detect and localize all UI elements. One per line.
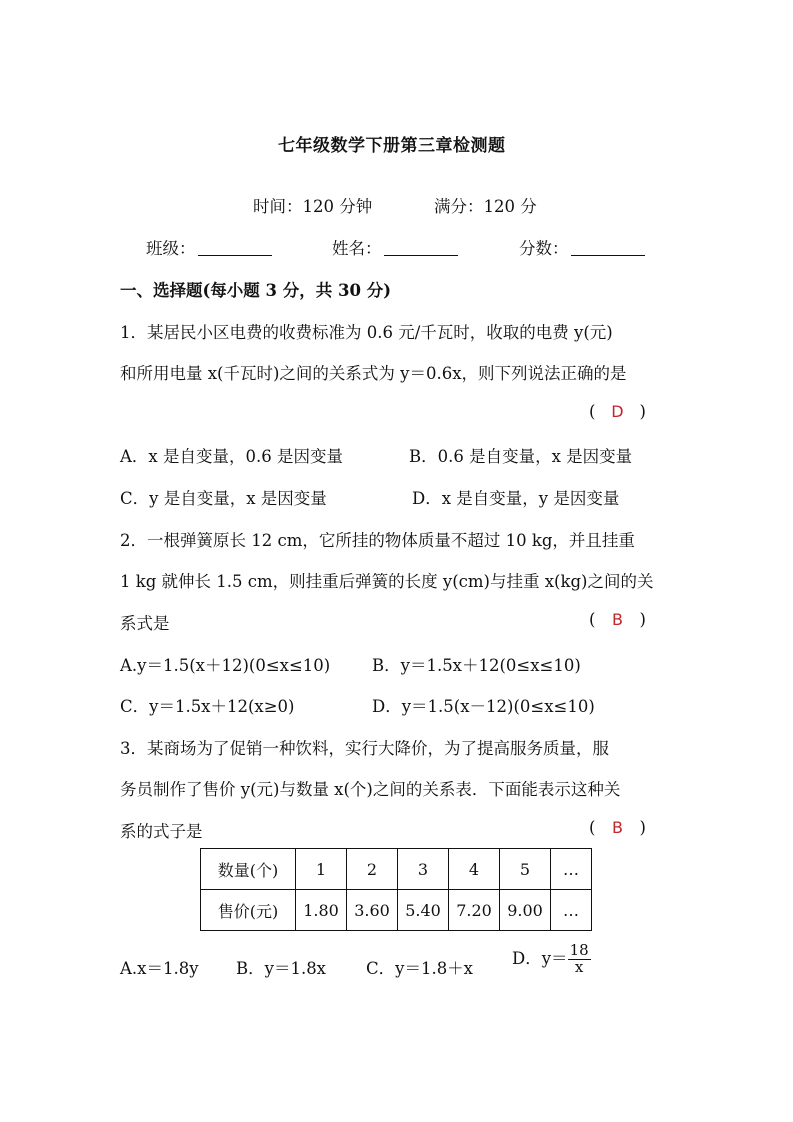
- q2-line2: 1 kg 就伸长 1.5 cm，则挂重后弹簧的长度 y(cm)与挂重 x(kg)之间的关: [120, 572, 654, 591]
- q1-option-b: B．0.6 是自变量，x 是因变量: [409, 447, 633, 466]
- q1-line2: 和所用电量 x(千瓦时)之间的关系式为 y＝0.6x，则下列说法正确的是: [120, 364, 627, 383]
- q2-line1: 2．一根弹簧原长 12 cm，它所挂的物体质量不超过 10 kg，并且挂重: [120, 531, 635, 550]
- table-row: [201, 890, 592, 931]
- section-heading: 一、选择题(每小题 3 分，共 30 分): [120, 281, 392, 300]
- table-cell: …: [551, 849, 592, 890]
- q3-option-d-prefix: D．y＝: [512, 948, 568, 968]
- q3-option-d: [512, 943, 591, 976]
- q3-option-a: A.x＝1.8y: [120, 959, 199, 978]
- q1-option-a: A．x 是自变量，0.6 是因变量: [120, 447, 343, 466]
- table-cell: 5.40: [398, 890, 449, 931]
- q3-option-b: B．y＝1.8x: [236, 959, 326, 978]
- name-field: [332, 235, 458, 259]
- q2-option-a: A.y＝1.5(x＋12)(0≤x≤10): [120, 656, 331, 675]
- q1-answer-bracket: ( D ): [589, 402, 646, 421]
- fraction-denominator: x: [574, 957, 584, 976]
- q3-answer: B: [611, 818, 623, 837]
- table-cell: 7.20: [449, 890, 500, 931]
- q1-option-d: D．x 是自变量，y 是因变量: [412, 489, 620, 508]
- q1-option-c: C．y 是自变量，x 是因变量: [120, 489, 327, 508]
- score-blank[interactable]: [571, 241, 645, 256]
- q2-answer: B: [611, 610, 623, 629]
- table-cell: 1.80: [296, 890, 347, 931]
- q2-option-b: B．y＝1.5x＋12(0≤x≤10): [372, 656, 581, 675]
- table-cell: 5: [500, 849, 551, 890]
- page-title: 七年级数学下册第三章检测题: [278, 136, 506, 156]
- q2-answer-bracket: ( B ): [589, 610, 646, 629]
- fraction-numerator: 18: [569, 941, 589, 959]
- fraction: [568, 943, 591, 976]
- table-cell: 数量(个): [201, 849, 296, 890]
- table-cell: …: [551, 890, 592, 931]
- q2-option-d: D．y＝1.5(x－12)(0≤x≤10): [372, 697, 595, 716]
- table-cell: 1: [296, 849, 347, 890]
- q3-answer-bracket: ( B ): [589, 818, 646, 837]
- price-table: [200, 848, 592, 931]
- name-label: 姓名：: [332, 239, 382, 258]
- q3-line3: 系的式子是: [120, 822, 203, 841]
- q3-line1: 3．某商场为了促销一种饮料，实行大降价，为了提高服务质量，服: [120, 739, 609, 758]
- table-cell: 2: [347, 849, 398, 890]
- table-cell: 3: [398, 849, 449, 890]
- q3-option-c: C．y＝1.8＋x: [366, 959, 473, 978]
- q3-line2: 务员制作了售价 y(元)与数量 x(个)之间的关系表．下面能表示这种关: [120, 780, 621, 799]
- score-field: [519, 235, 645, 259]
- table-row: [201, 849, 592, 890]
- class-blank[interactable]: [198, 241, 272, 256]
- class-label: 班级：: [146, 239, 196, 258]
- table-cell: 售价(元): [201, 890, 296, 931]
- table-cell: 4: [449, 849, 500, 890]
- exam-total-score: 满分：120 分: [434, 197, 537, 216]
- q1-answer: D: [611, 402, 624, 421]
- class-field: [146, 235, 272, 259]
- q1-line1: 1．某居民小区电费的收费标准为 0.6 元/千瓦时，收取的电费 y(元): [120, 323, 613, 342]
- name-blank[interactable]: [384, 241, 458, 256]
- table-cell: 9.00: [500, 890, 551, 931]
- q2-line3: 系式是: [120, 614, 170, 633]
- exam-time: 时间：120 分钟: [253, 197, 373, 216]
- score-label: 分数：: [519, 239, 569, 258]
- table-cell: 3.60: [347, 890, 398, 931]
- q2-option-c: C．y＝1.5x＋12(x≥0): [120, 697, 295, 716]
